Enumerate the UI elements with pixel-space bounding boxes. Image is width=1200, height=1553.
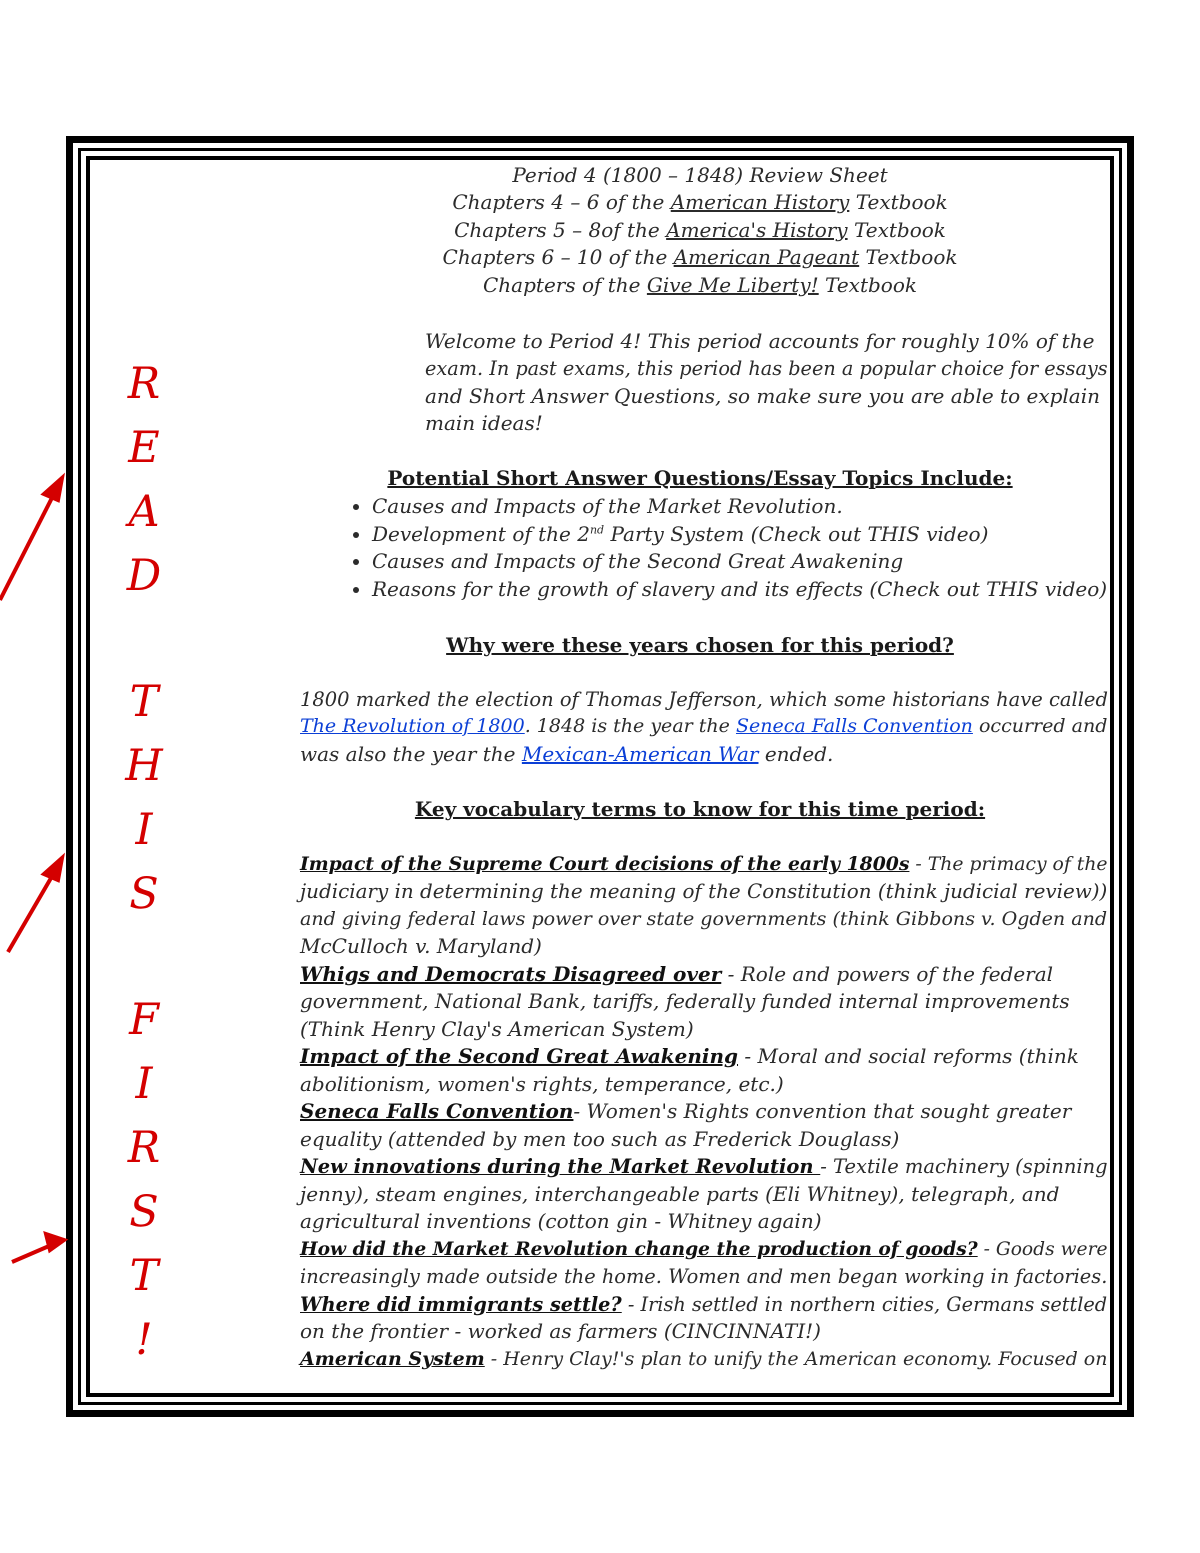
vocab-term: American System <box>300 1348 485 1370</box>
vocab-line: abolitionism, women's rights, temperance, etc.) <box>300 1072 784 1096</box>
list-item: • Development of the 2nd Party System (Check out THIS video) <box>372 521 1107 549</box>
vocab-line: government, National Bank, tariffs, federally funded internal improvements <box>300 989 1070 1013</box>
vocab-entry: Where did immigrants settle? - Irish settled in northern cities, Germans settled <box>300 1293 1108 1316</box>
vocab-entry: Seneca Falls Convention- Women's Rights convention that sought greater <box>300 1099 1072 1123</box>
revolution-1800-link[interactable]: The Revolution of 1800 <box>300 715 525 737</box>
vocab-line: jenny), steam engines, interchangeable parts (Eli Whitney), telegraph, and <box>300 1182 1060 1206</box>
banner-letter: R <box>127 359 161 409</box>
intro-line: main ideas! <box>425 411 543 435</box>
vocab-term: Impact of the Second Great Awakening <box>300 1044 739 1068</box>
list-item: • Causes and Impacts of the Second Great Awakening <box>372 548 1107 576</box>
chapter-line: Chapters of the Give Me Liberty! Textbook <box>483 273 917 297</box>
vocab-term: Whigs and Democrats Disagreed over <box>300 962 722 986</box>
arrow-icon <box>0 486 58 600</box>
banner-letter: F <box>129 995 159 1045</box>
topics-heading: Potential Short Answer Questions/Essay Topics Include: <box>387 466 1013 490</box>
book-title: Give Me Liberty! <box>646 273 819 297</box>
vocab-term: Impact of the Supreme Court decisions of the early 1800s <box>300 853 910 875</box>
banner-letter: R <box>127 1123 161 1173</box>
banner-letter: H <box>125 741 163 791</box>
why-heading: Why were these years chosen for this period? <box>446 633 954 657</box>
page-title: Period 4 (1800 – 1848) Review Sheet <box>512 163 888 187</box>
why-line: was also the year the Mexican-American War ended. <box>300 742 834 766</box>
vocab-line: on the frontier - worked as farmers (CINCINNATI!) <box>300 1319 821 1343</box>
vocab-line: judiciary in determining the meaning of the Constitution (think judicial review)) <box>300 880 1108 903</box>
read-this-first-banner <box>118 352 170 1372</box>
intro-line: and Short Answer Questions, so make sure you are able to explain <box>425 384 1100 408</box>
banner-letter: ! <box>135 1315 153 1365</box>
vocab-entry: Impact of the Supreme Court decisions of the early 1800s - The primacy of the <box>300 853 1108 875</box>
book-title: American Pageant <box>673 245 860 269</box>
chapter-line: Chapters 6 – 10 of the American Pageant Textbook <box>442 245 958 269</box>
vocab-line: and giving federal laws power over state governments (think Gibbons v. Ogden and <box>300 908 1108 930</box>
intro-line: Welcome to Period 4! This period accounts for roughly 10% of the <box>425 329 1095 353</box>
chapter-line: Chapters 4 – 6 of the American History Textbook <box>452 190 948 214</box>
book-title: American History <box>670 190 850 214</box>
chapter-line: Chapters 5 – 8of the America's History Textbook <box>454 218 946 242</box>
banner-letter: S <box>129 869 159 919</box>
banner-letter: I <box>135 805 153 855</box>
vocab-line: increasingly made outside the home. Women and men began working in factories. <box>300 1265 1108 1288</box>
vocab-line: agricultural inventions (cotton gin - Whitney again) <box>300 1209 822 1233</box>
banner-letter: S <box>129 1187 159 1237</box>
vocab-entry: American System - Henry Clay!'s plan to unify the American economy. Focused on <box>300 1348 1108 1370</box>
arrowhead-icon <box>46 1234 64 1250</box>
vocab-heading: Key vocabulary terms to know for this time period: <box>414 797 986 821</box>
vocab-line: (Think Henry Clay's American System) <box>300 1017 694 1041</box>
mexican-american-war-link[interactable]: Mexican-American War <box>521 742 759 766</box>
vocab-term: New innovations during the Market Revolution <box>300 1155 821 1178</box>
banner-letter: A <box>128 487 160 537</box>
why-line: The Revolution of 1800. 1848 is the year the Seneca Falls Convention occurred and <box>300 715 1108 737</box>
vocab-entry: How did the Market Revolution change the production of goods? - Goods were <box>300 1238 1108 1260</box>
list-item: • Reasons for the growth of slavery and its effects (Check out THIS video) <box>372 576 1107 604</box>
book-title: America's History <box>666 218 848 242</box>
vocab-entry: Impact of the Second Great Awakening - Moral and social reforms (think <box>300 1044 1079 1068</box>
arrowhead-icon <box>44 478 62 500</box>
topics-list <box>340 493 1107 603</box>
banner-letter: E <box>128 423 160 473</box>
banner-letter: T <box>129 1251 159 1301</box>
vocab-entry: Whigs and Democrats Disagreed over - Role and powers of the federal <box>300 962 1054 986</box>
why-line: 1800 marked the election of Thomas Jefferson, which some historians have called <box>300 688 1108 711</box>
banner-letter: T <box>129 677 159 727</box>
vocab-term: Where did immigrants settle? <box>300 1293 622 1316</box>
list-item: • Causes and Impacts of the Market Revolution. <box>372 493 1107 521</box>
banner-letter: I <box>135 1059 153 1109</box>
banner-letter: D <box>126 551 162 601</box>
vocab-line: McCulloch v. Maryland) <box>300 934 542 958</box>
vocab-entry: New innovations during the Market Revolution - Textile machinery (spinning <box>300 1155 1108 1178</box>
vocab-line: equality (attended by men too such as Frederick Douglass) <box>300 1127 900 1151</box>
vocab-term: Seneca Falls Convention <box>300 1099 574 1123</box>
seneca-falls-link[interactable]: Seneca Falls Convention <box>735 715 973 737</box>
arrowhead-icon <box>44 858 62 880</box>
intro-line: exam. In past exams, this period has been a popular choice for essays <box>425 357 1108 380</box>
vocab-term: How did the Market Revolution change the production of goods? <box>300 1238 978 1260</box>
